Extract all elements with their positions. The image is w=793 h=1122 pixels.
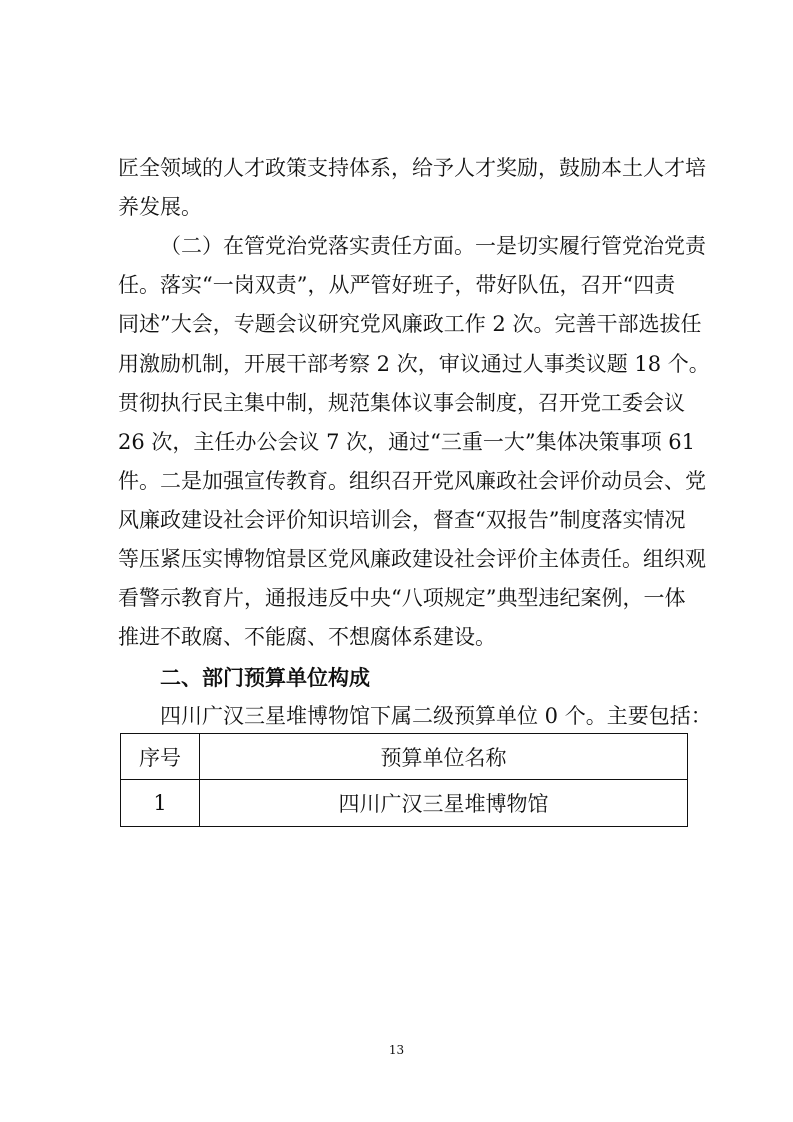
paragraph-line: 养发展。: [118, 195, 202, 219]
budget-units-table: [120, 733, 688, 827]
paragraph-line: 件。二是加强宣传教育。组织召开党风廉政社会评价动员会、党: [118, 469, 706, 493]
paragraph-line: 等压紧压实博物馆景区党风廉政建设社会评价主体责任。组织观: [118, 547, 706, 571]
cell-unit-name: 四川广汉三星堆博物馆: [200, 780, 688, 827]
paragraph-line: 匠全领域的人才政策支持体系，给予人才奖励，鼓励本土人才培: [118, 156, 706, 180]
paragraph-line: （二）在管党治党落实责任方面。一是切实履行管党治党责: [160, 234, 706, 258]
paragraph-line: 同述”大会，专题会议研究党风廉政工作 2 次。完善干部选拔任: [118, 312, 702, 336]
paragraph-line: 贯彻执行民主集中制，规范集体议事会制度，召开党工委会议: [118, 391, 685, 415]
paragraph-line: 26 次，主任办公会议 7 次，通过“三重一大”集体决策事项 61: [118, 430, 695, 454]
page-number: 13: [388, 1043, 405, 1057]
paragraph-line: 用激励机制，开展干部考察 2 次，审议通过人事类议题 18 个。: [118, 352, 710, 376]
table-header-row: [121, 734, 688, 780]
paragraph-line: 风廉政建设社会评价知识培训会，督查“双报告”制度落实情况: [118, 508, 686, 532]
paragraph-line: 看警示教育片，通报违反中央“八项规定”典型违纪案例，一体: [118, 586, 686, 610]
paragraph-line: 推进不敢腐、不能腐、不想腐体系建设。: [118, 625, 496, 649]
table-row: [121, 780, 688, 827]
cell-index: 1: [121, 780, 200, 827]
paragraph-line: 任。落实“一岗双责”，从严管好班子，带好队伍，召开“四责: [118, 273, 676, 297]
section-heading: 二、部门预算单位构成: [160, 666, 370, 690]
column-header-index: 序号: [121, 734, 200, 780]
column-header-unit-name: 预算单位名称: [200, 734, 688, 780]
intro-line: 四川广汉三星堆博物馆下属二级预算单位 0 个。主要包括：: [160, 704, 712, 728]
